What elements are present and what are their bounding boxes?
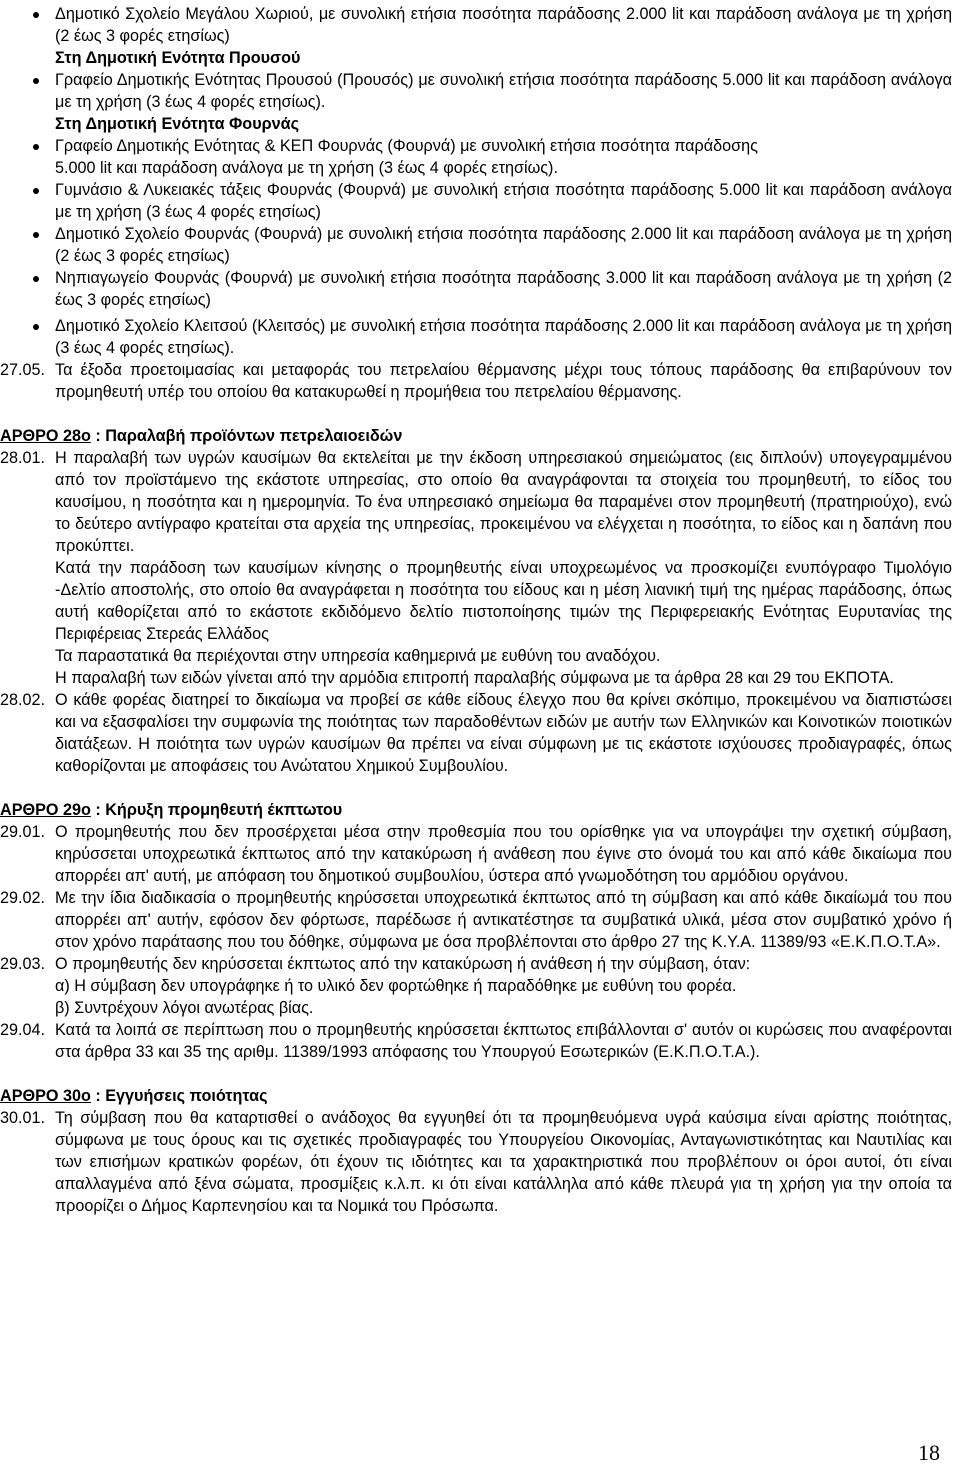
list-item: α) Η σύμβαση δεν υπογράφηκε ή το υλικό δεν φορτώθηκε ή παραδόθηκε με ευθύνη του φορέα. [55,977,737,995]
paragraph-number: 28.02. [0,691,46,709]
paragraph-number: 29.03. [0,955,46,973]
list-item-text: Δημοτικό Σχολείο Φουρνάς (Φουρνά) με συνολική ετήσια ποσότητα παράδοσης 2.000 lit και παράδοση ανάλογα με τη χρήση (2 έως 3 φορές ετησίως) [55,225,952,265]
paragraph-text: Ο προμηθευτής που δεν προσέρχεται μέσα στην προθεσμία που του ορίσθηκε για να υπογράψει την σχετική σύμβαση, κηρύσσεται υποχρεωτικά έκπτωτος από την κατακύρωση ή ανάθεση που έγινε στο όνομά του και από κάθε δικαίωμα που απορρέει απ' αυτή, με απόφαση του δημοτικού συμβουλίου, ύστερα από γνωμοδότηση του αρμόδιου οργάνου. [55,823,952,885]
paragraph-text: Κατά την παράδοση των καυσίμων κίνησης ο προμηθευτής είναι υποχρεωμένος να προσκομίζει ενυπόγραφο Τιμολόγιο -Δελτίο αποστολής, στο οποίο θα αναγράφεται η ποσότητα του είδους και η μέση λιανική τιμή της ημέρας παράδοσης, όπως αυτή καθορίζεται από το εκάστοτε εκδιδόμενο δελτίο πιστοποίησης τιμών της Περιφερειακής Ενότητας Ευρυτανίας της Περιφέρειας Στερεάς Ελλάδος [55,559,952,643]
paragraph-text: Τη σύμβαση που θα καταρτισθεί ο ανάδοχος θα εγγυηθεί ότι τα προμηθευόμενα υγρά καύσιμα είναι αρίστης ποιότητας, σύμφωνα με τους όρους και τις σχετικές προδιαγραφές του Υπουργείου Οικονομίας, Ανταγωνιστικότητας και Ναυτιλίας και των επισήμων κρατικών φορέων, ότι έχουν τις ιδιότητες και τα χαρακτηριστικά που προβλέπουν οι όροι αυτοί, ότι είναι απαλλαγμένα από ξένα σώματα, προσμίξεις κ.λ.π. κι ότι είναι κατάλληλα από κάθε πλευρά για τη χρήση για την οποία τα προορίζει ο Δήμος Καρπενησίου και τα Νομικά του Πρόσωπα. [55,1109,952,1215]
bullet-icon [33,276,39,282]
document-body [0,3,960,1217]
section-subheading: Στη Δημοτική Ενότητα Φουρνάς [55,115,299,133]
bullet-icon [33,188,39,194]
paragraph-number: 28.01. [0,449,46,467]
list-item [0,315,960,359]
list-item-text: Δημοτικό Σχολείο Κλειτσού (Κλειτσός) με συνολική ετήσια ποσότητα παράδοσης 2.000 lit και παράδοση ανάλογα με τη χρήση (3 έως 4 φορές ετησίως). [55,317,952,357]
article-heading [0,425,960,447]
list-item [0,267,960,311]
article-number: ΑΡΘΡΟ 30ο [0,1087,91,1105]
bullet-icon [33,232,39,238]
bullet-icon [33,12,39,18]
paragraph-number: 29.01. [0,823,46,841]
list-item [0,135,960,157]
bullet-icon [33,324,39,330]
paragraph-number: 30.01. [0,1109,46,1127]
article-number: ΑΡΘΡΟ 28ο [0,427,91,445]
paragraph-text: Τα έξοδα προετοιμασίας και μεταφοράς του πετρελαίου θέρμανσης μέχρι τους τόπους παράδοσης θα επιβαρύνουν τον προμηθευτή υπέρ του οποίου θα κατακυρωθεί η προμήθεια του πετρελαίου θέρμανσης. [55,361,952,401]
list-item-text: Νηπιαγωγείο Φουρνάς (Φουρνά) με συνολική ετήσια ποσότητα παράδοσης 3.000 lit και παράδοση ανάλογα με τη χρήση (2 έως 3 φορές ετησίως) [55,269,952,309]
paragraph [0,1019,960,1063]
paragraph [0,447,960,557]
section-subheading: Στη Δημοτική Ενότητα Προυσού [55,49,301,67]
paragraph [0,1107,960,1217]
list-item-text: Γυμνάσιο & Λυκειακές τάξεις Φουρνάς (Φουρνά) με συνολική ετήσια ποσότητα παράδοσης 5.000 lit και παράδοση ανάλογα με τη χρήση (3 έως 4 φορές ετησίως) [55,181,952,221]
bullet-icon [33,144,39,150]
list-item: β) Συντρέχουν λόγοι ανωτέρας βίας. [55,999,314,1017]
list-item-continuation: 5.000 lit και παράδοση ανάλογα με τη χρήση (3 έως 4 φορές ετησίως). [55,159,558,177]
list-item [0,69,960,113]
paragraph [0,953,960,975]
article-heading [0,1085,960,1107]
list-item-text: Δημοτικό Σχολείο Μεγάλου Χωριού, με συνολική ετήσια ποσότητα παράδοσης 2.000 lit και παράδοση ανάλογα με τη χρήση (2 έως 3 φορές ετησίως) [55,5,952,45]
article-heading [0,799,960,821]
article-title: : Παραλαβή προϊόντων πετρελαιοειδών [90,427,403,445]
paragraph-number: 27.05. [0,361,46,379]
paragraph-number: 29.02. [0,889,46,907]
article-title: : Εγγυήσεις ποιότητας [90,1087,268,1105]
article-number: ΑΡΘΡΟ 29ο [0,801,91,819]
list-item [0,223,960,267]
paragraph-text: Κατά τα λοιπά σε περίπτωση που ο προμηθευτής κηρύσσεται έκπτωτος επιβάλλονται σ' αυτόν οι κυρώσεις που αναφέρονται στα άρθρα 33 και 35 της αριθμ. 11389/1993 απόφασης του Υπουργού Εσωτερικών (Ε.Κ.Π.Ο.Τ.Α.). [55,1021,952,1061]
paragraph [0,821,960,887]
list-item [0,179,960,223]
article-title: : Κήρυξη προμηθευτή έκπτωτου [90,801,343,819]
paragraph [0,887,960,953]
paragraph-text: Ο προμηθευτής δεν κηρύσσεται έκπτωτος από την κατακύρωση ή ανάθεση ή την σύμβαση, όταν: [55,955,751,973]
paragraph-text: Η παραλαβή των ειδών γίνεται από την αρμόδια επιτροπή παραλαβής σύμφωνα με τα άρθρα 28 και 29 του ΕΚΠΟΤΑ. [55,669,894,687]
list-item-text: Γραφείο Δημοτικής Ενότητας & ΚΕΠ Φουρνάς (Φουρνά) με συνολική ετήσια ποσότητα παράδοσης [55,137,758,155]
list-item [0,3,960,47]
paragraph-text: Τα παραστατικά θα περιέχονται στην υπηρεσία καθημερινά με ευθύνη του αναδόχου. [55,647,661,665]
paragraph [0,359,960,403]
paragraph-text: Ο κάθε φορέας διατηρεί το δικαίωμα να προβεί σε κάθε είδους έλεγχο που θα κρίνει σκόπιμο, προκειμένου να διαπιστώσει και να εξασφαλίσει την συμφωνία της ποιότητας των παραδοθέντων ειδών με αυτήν των Ελληνικών και Κοινοτικών ποιοτικών διατάξεων. Η ποιότητα των υγρών καυσίμων θα πρέπει να είναι σύμφωνη με τις εκάστοτε ισχύουσες προδιαγραφές, όπως καθορίζονται με αποφάσεις του Ανώτατου Χημικού Συμβουλίου. [55,691,952,775]
paragraph-number: 29.04. [0,1021,46,1039]
paragraph [0,689,960,777]
paragraph-text: Με την ίδια διαδικασία ο προμηθευτής κηρύσσεται υποχρεωτικά έκπτωτος από τη σύμβαση και από κάθε δικαίωμά του που απορρέει απ' αυτήν, εφόσον δεν φόρτωσε, παρέδωσε ή αντικατέστησε τα συμβατικά υλικά, μέσα στον συμβατικό χρόνο ή στον χρόνο παράτασης που του δόθηκε, σύμφωνα με όσα προβλέπονται στο άρθρο 27 της Κ.Υ.Α. 11389/93 «Ε.Κ.Π.Ο.Τ.Α». [55,889,952,951]
list-item-text: Γραφείο Δημοτικής Ενότητας Προυσού (Προυσός) με συνολική ετήσια ποσότητα παράδοσης 5.000 lit και παράδοση ανάλογα με τη χρήση (3 έως 4 φορές ετησίως). [55,71,952,111]
bullet-icon [33,78,39,84]
paragraph-text: Η παραλαβή των υγρών καυσίμων θα εκτελείται με την έκδοση υπηρεσιακού σημειώματος (εις διπλούν) υπογεγραμμένου από τον προϊστάμενο της εκάστοτε υπηρεσίας, στο οποίο θα αναγράφονται τα στοιχεία του προμηθευτή, το είδος του καυσίμου, η ποσότητα και η ημερομηνία. Το ένα υπηρεσιακό σημείωμα θα παραμένει στον προμηθευτή (πρατηριούχο), ενώ το δεύτερο αντίγραφο κρατείται στα αρχεία της υπηρεσίας, προκειμένου να ελέγχεται η ποσότητα, το είδος και η δαπάνη που προκύπτει. [55,449,952,555]
page-number: 18 [918,1440,940,1465]
